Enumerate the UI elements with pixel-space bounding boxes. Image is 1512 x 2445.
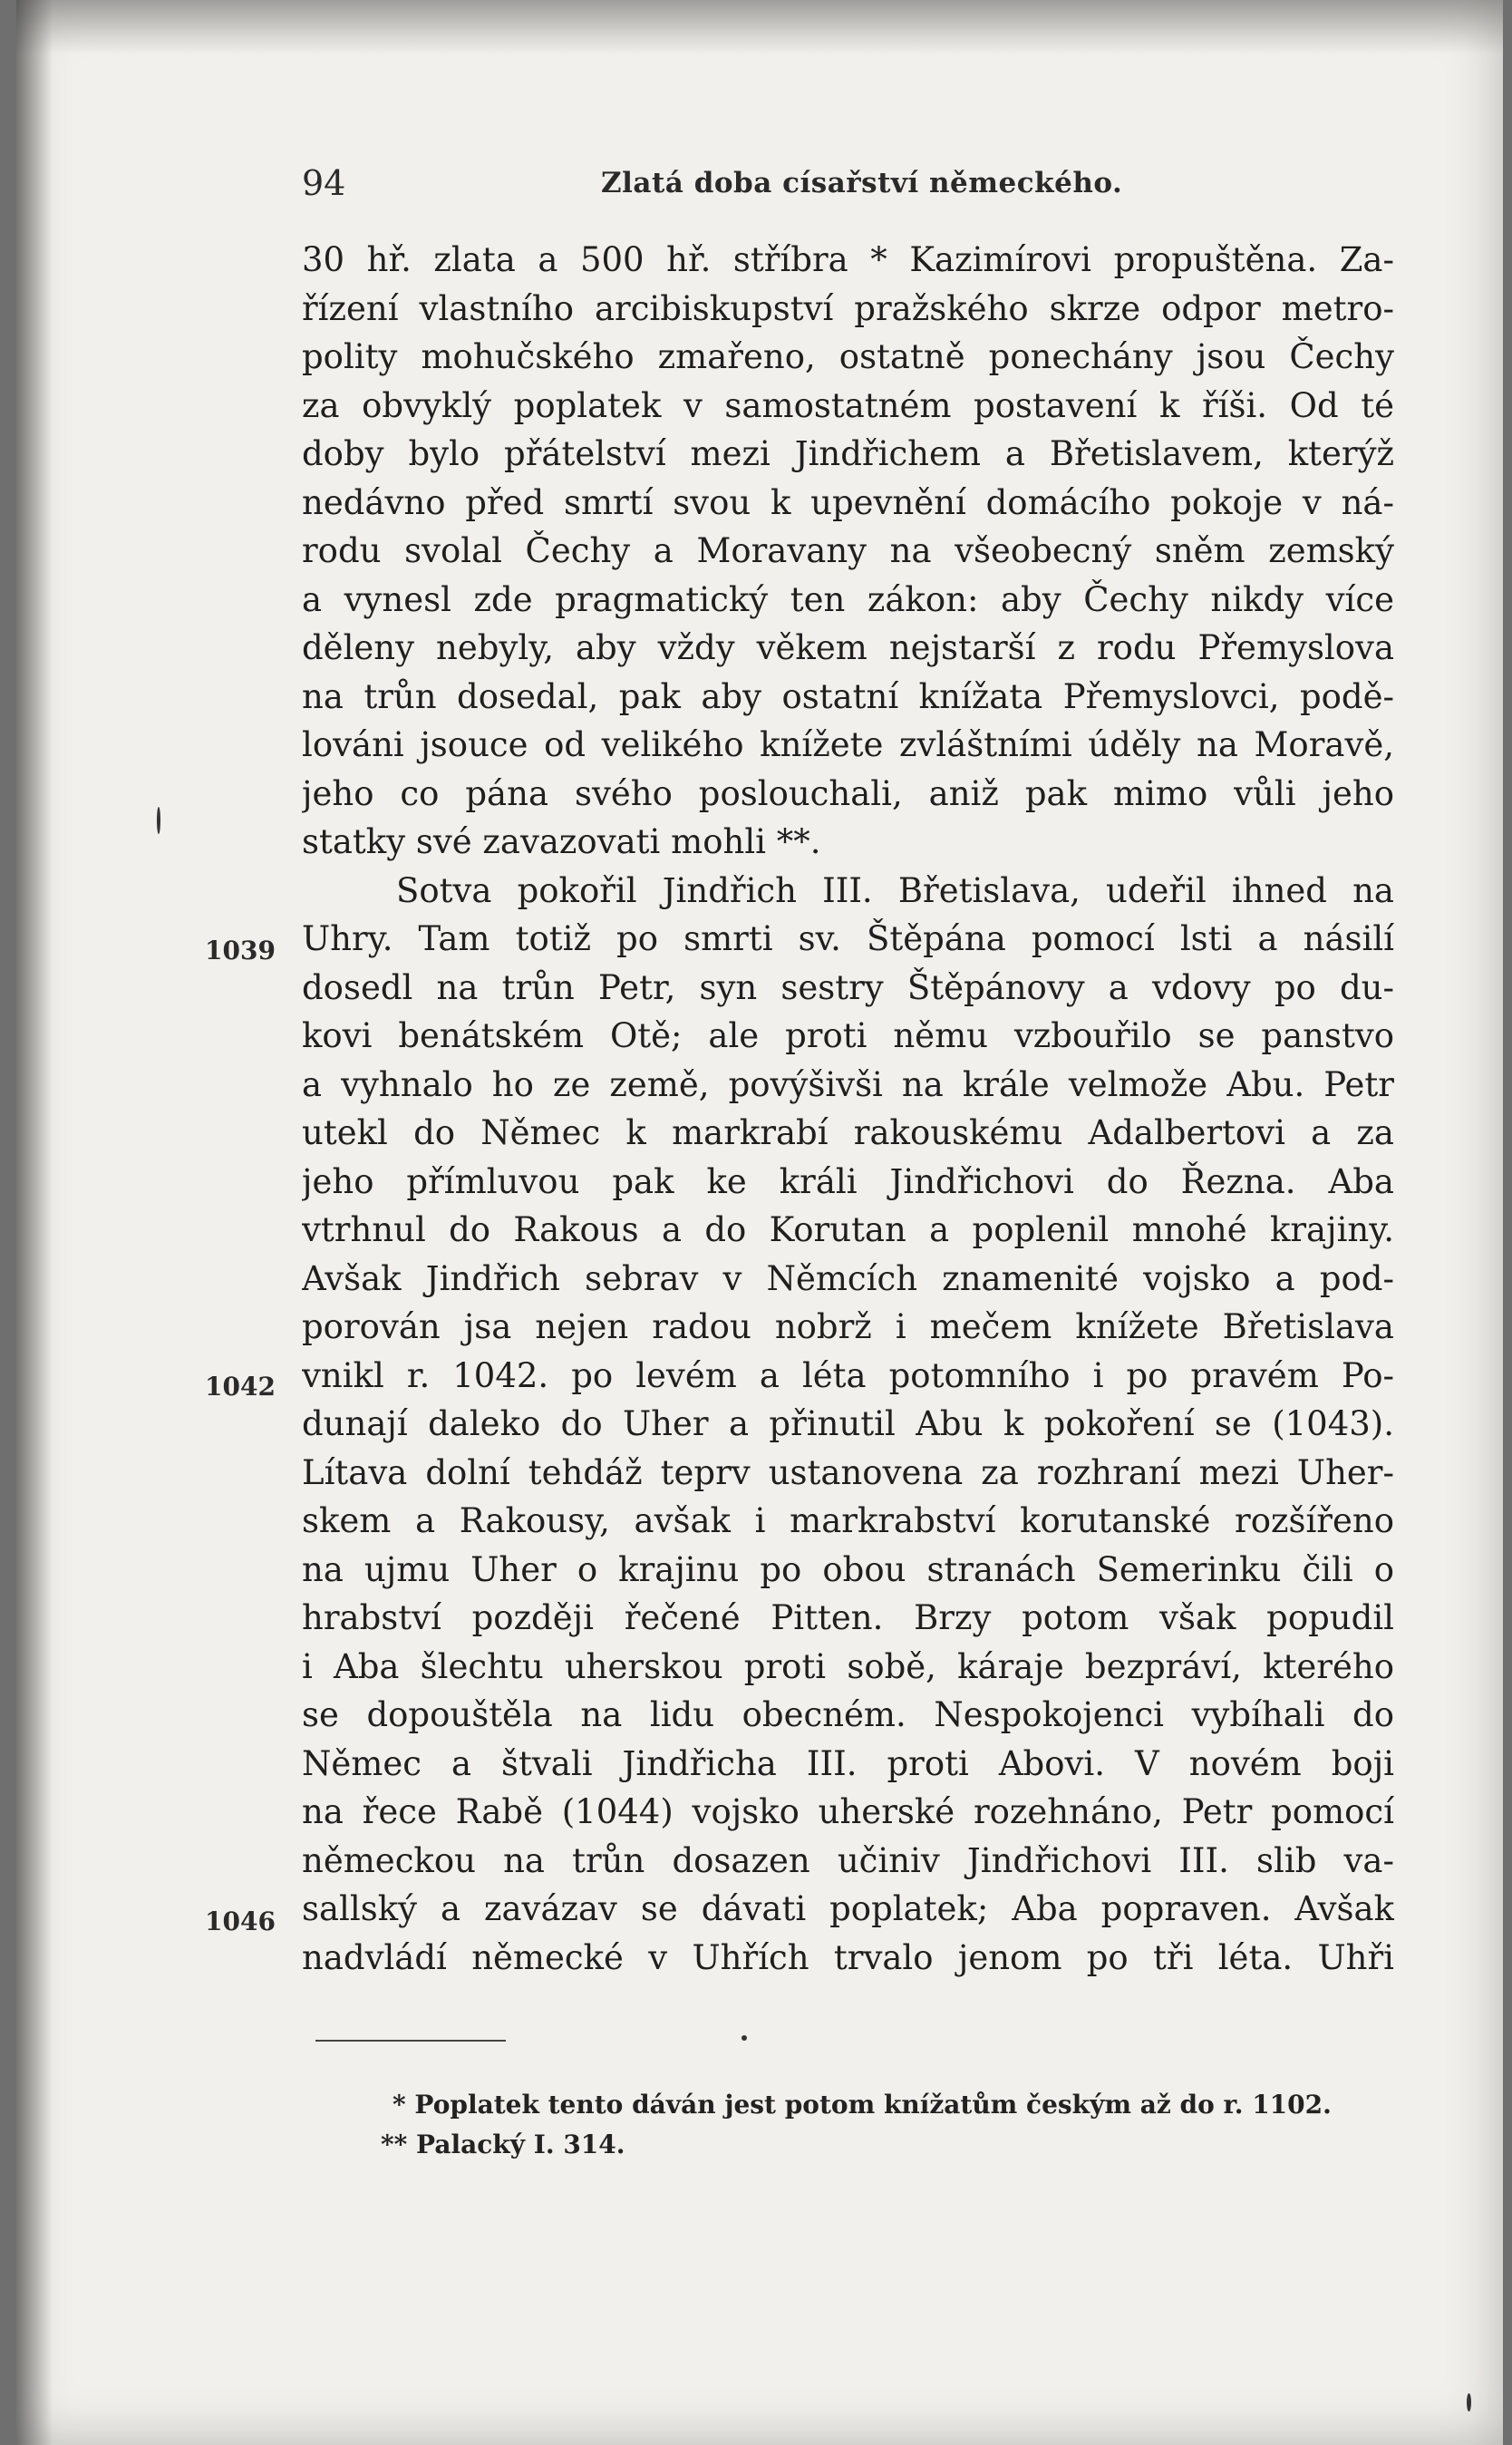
- margin-year-1039: 1039: [205, 936, 276, 965]
- text-line: utekl do Němec k markrabí rakouskému Adalbertovi a za: [302, 1113, 1394, 1152]
- text-line: dosedl na trůn Petr, syn sestry Štěpánovy a vdovy po du-: [302, 967, 1394, 1007]
- book-page: [16, 0, 1503, 2445]
- text-line: skem a Rakousy, avšak i markrabství korutanské rozšířeno: [302, 1501, 1394, 1540]
- text-line: lováni jsouce od velikého knížete zvláštními úděly na Moravě,: [302, 725, 1394, 764]
- text-line: na řece Rabě (1044) vojsko uherské rozehnáno, Petr pomocí: [302, 1792, 1394, 1831]
- text-line: jeho přímluvou pak ke králi Jindřichovi do Řezna. Aba: [302, 1161, 1394, 1201]
- text-line: 30 hř. zlata a 500 hř. stříbra * Kazimírovi propuštěna. Za-: [302, 240, 1394, 279]
- text-line: na ujmu Uher o krajinu po obou stranách Semerinku čili o: [302, 1549, 1394, 1589]
- body-text: [302, 236, 1394, 1982]
- footnote-divider: [315, 2040, 506, 2042]
- text-line: rodu svolal Čechy a Moravany na všeobecný sněm zemský: [302, 531, 1394, 570]
- text-line: kovi benátském Otě; ale proti němu vzbouřilo se panstvo: [302, 1016, 1394, 1055]
- text-line: Uhry. Tam totiž po smrti sv. Štěpána pomocí lsti a násilí: [302, 919, 1394, 958]
- page-header: [302, 163, 1390, 209]
- text-line: na trůn dosedal, pak aby ostatní knížata Přemyslovci, podě-: [302, 676, 1394, 716]
- page-shadow-left: [16, 0, 53, 2445]
- text-line: i Aba šlechtu uherskou proti sobě, káraje bezpráví, kterého: [302, 1646, 1394, 1686]
- margin-year-1046: 1046: [205, 1907, 276, 1936]
- text-line: dunají daleko do Uher a přinutil Abu k pokoření se (1043).: [302, 1404, 1394, 1443]
- text-line: hrabství později řečené Pitten. Brzy potom však popudil: [302, 1598, 1394, 1637]
- paragraph-start-line: Sotva pokořil Jindřich III. Břetislava, udeřil ihned na: [396, 870, 1394, 910]
- text-line: německou na trůn dosazen učiniv Jindřichovi III. slib va-: [302, 1840, 1394, 1880]
- text-line: jeho co pána svého poslouchali, aniž pak mimo vůli jeho: [302, 773, 1394, 813]
- text-line: Lítava dolní tehdáž teprv ustanovena za rozhraní mezi Uher-: [302, 1452, 1394, 1492]
- text-line: sallský a zavázav se dávati poplatek; Aba popraven. Avšak: [302, 1889, 1394, 1928]
- text-line: vtrhnul do Rakous a do Korutan a poplenil mnohé krajiny.: [302, 1210, 1394, 1249]
- text-line: děleny nebyly, aby vždy věkem nejstarší z rodu Přemyslova: [302, 628, 1394, 667]
- text-line: Němec a štvali Jindřicha III. proti Abovi. V novém boji: [302, 1743, 1394, 1783]
- text-line: Avšak Jindřich sebrav v Němcích znamenité vojsko a pod-: [302, 1258, 1394, 1298]
- footnote-2: ** Palacký I. 314.: [381, 2130, 625, 2159]
- scan-speck: [1467, 2393, 1471, 2411]
- text-line: doby bylo přátelství mezi Jindřichem a Břetislavem, kterýž: [302, 434, 1394, 473]
- text-line: a vynesl zde pragmatický ten zákon: aby Čechy nikdy více: [302, 579, 1394, 619]
- text-line: porován jsa nejen radou nobrž i mečem knížete Břetislava: [302, 1307, 1394, 1346]
- text-line: řízení vlastního arcibiskupství pražského skrze odpor metro-: [302, 288, 1394, 328]
- text-line: se dopouštěla na lidu obecném. Nespokojenci vybíhali do: [302, 1695, 1394, 1734]
- page-number: 94: [302, 163, 346, 203]
- paragraph-end-line: statky své zavazovati mohli **.: [302, 822, 821, 861]
- text-line: nedávno před smrtí svou k upevnění domácího pokoje v ná-: [302, 482, 1394, 522]
- margin-year-1042: 1042: [205, 1372, 276, 1402]
- page-shadow-top: [16, 0, 1503, 54]
- scan-speck: [741, 2035, 747, 2041]
- scan-speck: [157, 807, 160, 834]
- text-line: a vyhnalo ho ze země, povýšivši na krále velmože Abu. Petr: [302, 1064, 1394, 1104]
- text-line: polity mohučského zmařeno, ostatně ponechány jsou Čechy: [302, 337, 1394, 376]
- text-line: vnikl r. 1042. po levém a léta potomního i po pravém Po-: [302, 1355, 1394, 1395]
- running-title: Zlatá doba císařství německého.: [601, 167, 1123, 199]
- text-line: nadvládí německé v Uhřích trvalo jenom po tři léta. Uhři: [302, 1937, 1394, 1977]
- text-line: za obvyklý poplatek v samostatném postavení k říši. Od té: [302, 385, 1394, 425]
- footnotes: [381, 2085, 1390, 2165]
- footnote-1: * Poplatek tento dáván jest potom knížatům českým až do r. 1102.: [393, 2090, 1332, 2120]
